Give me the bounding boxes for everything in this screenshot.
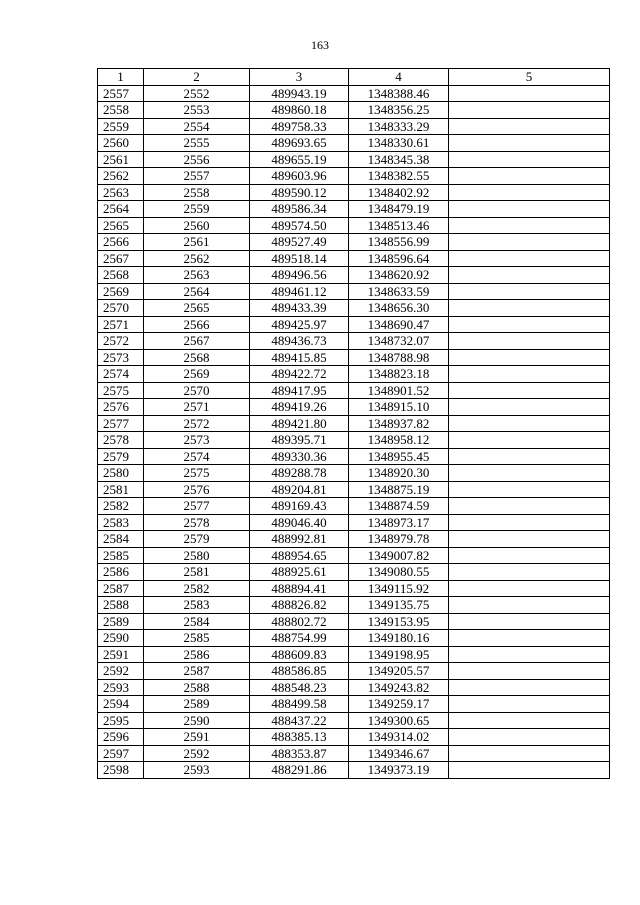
cell-x-coordinate: 489943.19 (250, 85, 349, 102)
table-row (98, 135, 610, 152)
table-row (98, 729, 610, 746)
cell-x-coordinate: 489603.96 (250, 168, 349, 185)
cell-point-number: 2582 (98, 498, 144, 515)
column-header-5: 5 (449, 69, 610, 86)
cell-point-id: 2560 (144, 217, 250, 234)
cell-point-id: 2559 (144, 201, 250, 218)
cell-x-coordinate: 489421.80 (250, 415, 349, 432)
cell-y-coordinate: 1348513.46 (349, 217, 449, 234)
table-row (98, 547, 610, 564)
cell-x-coordinate: 488925.61 (250, 564, 349, 581)
cell-point-id: 2561 (144, 234, 250, 251)
cell-point-id: 2569 (144, 366, 250, 383)
cell-x-coordinate: 489518.14 (250, 250, 349, 267)
cell-note (449, 514, 610, 531)
cell-x-coordinate: 489395.71 (250, 432, 349, 449)
cell-note (449, 498, 610, 515)
cell-note (449, 151, 610, 168)
table-row (98, 597, 610, 614)
table-row (98, 613, 610, 630)
cell-y-coordinate: 1348402.92 (349, 184, 449, 201)
cell-point-id: 2582 (144, 580, 250, 597)
cell-point-number: 2562 (98, 168, 144, 185)
cell-x-coordinate: 488499.58 (250, 696, 349, 713)
cell-x-coordinate: 489425.97 (250, 316, 349, 333)
cell-point-number: 2557 (98, 85, 144, 102)
table-row (98, 696, 610, 713)
table-row (98, 663, 610, 680)
cell-y-coordinate: 1348356.25 (349, 102, 449, 119)
table-row (98, 382, 610, 399)
cell-x-coordinate: 489860.18 (250, 102, 349, 119)
table-row (98, 498, 610, 515)
table-row (98, 432, 610, 449)
cell-point-number: 2575 (98, 382, 144, 399)
cell-point-number: 2585 (98, 547, 144, 564)
cell-y-coordinate: 1348382.55 (349, 168, 449, 185)
cell-point-number: 2583 (98, 514, 144, 531)
cell-y-coordinate: 1348937.82 (349, 415, 449, 432)
cell-y-coordinate: 1348656.30 (349, 300, 449, 317)
cell-point-id: 2586 (144, 646, 250, 663)
cell-point-id: 2590 (144, 712, 250, 729)
cell-y-coordinate: 1348620.92 (349, 267, 449, 284)
cell-y-coordinate: 1349243.82 (349, 679, 449, 696)
cell-x-coordinate: 489288.78 (250, 465, 349, 482)
cell-y-coordinate: 1349180.16 (349, 630, 449, 647)
cell-y-coordinate: 1348915.10 (349, 399, 449, 416)
cell-note (449, 333, 610, 350)
cell-note (449, 646, 610, 663)
cell-note (449, 184, 610, 201)
cell-x-coordinate: 489169.43 (250, 498, 349, 515)
cell-point-number: 2558 (98, 102, 144, 119)
cell-point-number: 2567 (98, 250, 144, 267)
table-row (98, 630, 610, 647)
cell-note (449, 729, 610, 746)
table-row (98, 349, 610, 366)
cell-y-coordinate: 1348973.17 (349, 514, 449, 531)
cell-y-coordinate: 1348732.07 (349, 333, 449, 350)
cell-point-id: 2584 (144, 613, 250, 630)
cell-y-coordinate: 1349314.02 (349, 729, 449, 746)
table-row (98, 580, 610, 597)
cell-note (449, 580, 610, 597)
cell-y-coordinate: 1348823.18 (349, 366, 449, 383)
cell-y-coordinate: 1349198.95 (349, 646, 449, 663)
cell-x-coordinate: 488826.82 (250, 597, 349, 614)
cell-x-coordinate: 488754.99 (250, 630, 349, 647)
table-row (98, 234, 610, 251)
cell-note (449, 762, 610, 779)
table-row (98, 102, 610, 119)
cell-point-number: 2594 (98, 696, 144, 713)
cell-point-number: 2576 (98, 399, 144, 416)
cell-point-id: 2588 (144, 679, 250, 696)
table-row (98, 267, 610, 284)
cell-point-number: 2569 (98, 283, 144, 300)
cell-point-number: 2563 (98, 184, 144, 201)
table-row (98, 118, 610, 135)
cell-note (449, 481, 610, 498)
cell-y-coordinate: 1348920.30 (349, 465, 449, 482)
cell-point-number: 2590 (98, 630, 144, 647)
table-row (98, 168, 610, 185)
cell-x-coordinate: 489574.50 (250, 217, 349, 234)
cell-point-id: 2552 (144, 85, 250, 102)
cell-note (449, 415, 610, 432)
cell-point-number: 2578 (98, 432, 144, 449)
cell-point-number: 2598 (98, 762, 144, 779)
cell-note (449, 597, 610, 614)
cell-y-coordinate: 1348979.78 (349, 531, 449, 548)
cell-point-id: 2589 (144, 696, 250, 713)
table-row (98, 300, 610, 317)
cell-point-number: 2595 (98, 712, 144, 729)
cell-point-number: 2593 (98, 679, 144, 696)
table-header-row (98, 69, 610, 86)
cell-point-id: 2568 (144, 349, 250, 366)
table-row (98, 745, 610, 762)
cell-point-id: 2556 (144, 151, 250, 168)
cell-point-number: 2571 (98, 316, 144, 333)
table-row (98, 514, 610, 531)
cell-point-number: 2588 (98, 597, 144, 614)
cell-point-id: 2574 (144, 448, 250, 465)
cell-y-coordinate: 1348479.19 (349, 201, 449, 218)
cell-note (449, 696, 610, 713)
cell-x-coordinate: 489422.72 (250, 366, 349, 383)
table-row (98, 646, 610, 663)
cell-y-coordinate: 1348875.19 (349, 481, 449, 498)
cell-note (449, 102, 610, 119)
cell-note (449, 349, 610, 366)
cell-x-coordinate: 489204.81 (250, 481, 349, 498)
cell-note (449, 531, 610, 548)
cell-y-coordinate: 1349007.82 (349, 547, 449, 564)
cell-x-coordinate: 489433.39 (250, 300, 349, 317)
cell-y-coordinate: 1348596.64 (349, 250, 449, 267)
cell-note (449, 448, 610, 465)
cell-note (449, 201, 610, 218)
cell-y-coordinate: 1349259.17 (349, 696, 449, 713)
cell-note (449, 745, 610, 762)
cell-point-number: 2570 (98, 300, 144, 317)
cell-note (449, 217, 610, 234)
cell-note (449, 366, 610, 383)
table-row (98, 85, 610, 102)
cell-point-number: 2596 (98, 729, 144, 746)
table-row (98, 564, 610, 581)
cell-point-id: 2572 (144, 415, 250, 432)
cell-note (449, 250, 610, 267)
cell-note (449, 382, 610, 399)
cell-note (449, 300, 610, 317)
column-header-4: 4 (349, 69, 449, 86)
cell-x-coordinate: 488586.85 (250, 663, 349, 680)
cell-point-id: 2571 (144, 399, 250, 416)
cell-y-coordinate: 1348958.12 (349, 432, 449, 449)
cell-y-coordinate: 1348690.47 (349, 316, 449, 333)
cell-note (449, 399, 610, 416)
cell-x-coordinate: 488385.13 (250, 729, 349, 746)
cell-x-coordinate: 489419.26 (250, 399, 349, 416)
coordinates-table (97, 68, 610, 779)
cell-y-coordinate: 1348556.99 (349, 234, 449, 251)
cell-x-coordinate: 489758.33 (250, 118, 349, 135)
cell-x-coordinate: 489417.95 (250, 382, 349, 399)
cell-y-coordinate: 1348874.59 (349, 498, 449, 515)
cell-note (449, 267, 610, 284)
cell-point-id: 2563 (144, 267, 250, 284)
table-row (98, 448, 610, 465)
cell-y-coordinate: 1349373.19 (349, 762, 449, 779)
table-row (98, 762, 610, 779)
table-row (98, 217, 610, 234)
cell-note (449, 432, 610, 449)
cell-point-id: 2557 (144, 168, 250, 185)
cell-x-coordinate: 489586.34 (250, 201, 349, 218)
page-number: 163 (311, 38, 329, 52)
cell-point-id: 2573 (144, 432, 250, 449)
cell-x-coordinate: 489461.12 (250, 283, 349, 300)
table-row (98, 151, 610, 168)
cell-x-coordinate: 489330.36 (250, 448, 349, 465)
cell-y-coordinate: 1348388.46 (349, 85, 449, 102)
cell-point-number: 2574 (98, 366, 144, 383)
cell-x-coordinate: 489655.19 (250, 151, 349, 168)
cell-y-coordinate: 1348333.29 (349, 118, 449, 135)
cell-point-number: 2586 (98, 564, 144, 581)
table-row (98, 184, 610, 201)
column-header-3: 3 (250, 69, 349, 86)
cell-point-number: 2581 (98, 481, 144, 498)
cell-point-id: 2562 (144, 250, 250, 267)
cell-point-id: 2576 (144, 481, 250, 498)
cell-note (449, 712, 610, 729)
cell-point-number: 2572 (98, 333, 144, 350)
cell-x-coordinate: 489436.73 (250, 333, 349, 350)
cell-point-number: 2564 (98, 201, 144, 218)
cell-y-coordinate: 1348901.52 (349, 382, 449, 399)
cell-y-coordinate: 1349300.65 (349, 712, 449, 729)
table-row (98, 712, 610, 729)
cell-point-number: 2597 (98, 745, 144, 762)
cell-point-number: 2587 (98, 580, 144, 597)
table-row (98, 399, 610, 416)
cell-point-id: 2592 (144, 745, 250, 762)
cell-y-coordinate: 1349115.92 (349, 580, 449, 597)
table-row (98, 366, 610, 383)
cell-point-id: 2558 (144, 184, 250, 201)
cell-point-number: 2584 (98, 531, 144, 548)
cell-point-id: 2580 (144, 547, 250, 564)
cell-y-coordinate: 1349346.67 (349, 745, 449, 762)
cell-y-coordinate: 1348955.45 (349, 448, 449, 465)
cell-x-coordinate: 489590.12 (250, 184, 349, 201)
cell-point-id: 2565 (144, 300, 250, 317)
cell-x-coordinate: 489046.40 (250, 514, 349, 531)
cell-x-coordinate: 488291.86 (250, 762, 349, 779)
cell-x-coordinate: 489496.56 (250, 267, 349, 284)
column-header-1: 1 (98, 69, 144, 86)
cell-point-number: 2573 (98, 349, 144, 366)
cell-note (449, 630, 610, 647)
cell-x-coordinate: 488802.72 (250, 613, 349, 630)
cell-note (449, 465, 610, 482)
cell-point-id: 2579 (144, 531, 250, 548)
cell-point-id: 2591 (144, 729, 250, 746)
cell-point-id: 2577 (144, 498, 250, 515)
cell-note (449, 547, 610, 564)
cell-y-coordinate: 1348788.98 (349, 349, 449, 366)
cell-point-number: 2580 (98, 465, 144, 482)
cell-point-number: 2566 (98, 234, 144, 251)
cell-note (449, 135, 610, 152)
cell-point-number: 2559 (98, 118, 144, 135)
cell-y-coordinate: 1349080.55 (349, 564, 449, 581)
cell-note (449, 168, 610, 185)
table-row (98, 201, 610, 218)
table-row (98, 250, 610, 267)
cell-y-coordinate: 1348330.61 (349, 135, 449, 152)
table-row (98, 481, 610, 498)
cell-point-number: 2589 (98, 613, 144, 630)
cell-point-number: 2565 (98, 217, 144, 234)
cell-y-coordinate: 1349205.57 (349, 663, 449, 680)
cell-x-coordinate: 488437.22 (250, 712, 349, 729)
table-row (98, 316, 610, 333)
cell-y-coordinate: 1348633.59 (349, 283, 449, 300)
cell-point-id: 2585 (144, 630, 250, 647)
cell-note (449, 613, 610, 630)
cell-x-coordinate: 489415.85 (250, 349, 349, 366)
cell-point-number: 2560 (98, 135, 144, 152)
cell-point-id: 2578 (144, 514, 250, 531)
cell-x-coordinate: 488548.23 (250, 679, 349, 696)
cell-note (449, 234, 610, 251)
cell-point-id: 2581 (144, 564, 250, 581)
cell-point-number: 2579 (98, 448, 144, 465)
cell-y-coordinate: 1349153.95 (349, 613, 449, 630)
cell-point-id: 2593 (144, 762, 250, 779)
cell-x-coordinate: 488954.65 (250, 547, 349, 564)
table-row (98, 465, 610, 482)
cell-point-number: 2591 (98, 646, 144, 663)
cell-note (449, 679, 610, 696)
cell-x-coordinate: 489693.65 (250, 135, 349, 152)
cell-point-number: 2577 (98, 415, 144, 432)
cell-point-number: 2568 (98, 267, 144, 284)
cell-point-id: 2566 (144, 316, 250, 333)
cell-point-id: 2575 (144, 465, 250, 482)
cell-point-id: 2583 (144, 597, 250, 614)
cell-point-number: 2561 (98, 151, 144, 168)
table-row (98, 531, 610, 548)
cell-note (449, 283, 610, 300)
table-row (98, 415, 610, 432)
cell-note (449, 316, 610, 333)
cell-point-id: 2564 (144, 283, 250, 300)
cell-x-coordinate: 488609.83 (250, 646, 349, 663)
cell-point-id: 2553 (144, 102, 250, 119)
cell-x-coordinate: 488992.81 (250, 531, 349, 548)
cell-point-number: 2592 (98, 663, 144, 680)
cell-x-coordinate: 488894.41 (250, 580, 349, 597)
cell-y-coordinate: 1349135.75 (349, 597, 449, 614)
cell-note (449, 118, 610, 135)
cell-point-id: 2555 (144, 135, 250, 152)
cell-point-id: 2554 (144, 118, 250, 135)
table-row (98, 333, 610, 350)
table-row (98, 679, 610, 696)
cell-x-coordinate: 489527.49 (250, 234, 349, 251)
cell-x-coordinate: 488353.87 (250, 745, 349, 762)
cell-note (449, 564, 610, 581)
cell-point-id: 2567 (144, 333, 250, 350)
cell-note (449, 85, 610, 102)
column-header-2: 2 (144, 69, 250, 86)
cell-y-coordinate: 1348345.38 (349, 151, 449, 168)
table-row (98, 283, 610, 300)
cell-point-id: 2587 (144, 663, 250, 680)
table-body (98, 85, 610, 778)
cell-point-id: 2570 (144, 382, 250, 399)
cell-note (449, 663, 610, 680)
